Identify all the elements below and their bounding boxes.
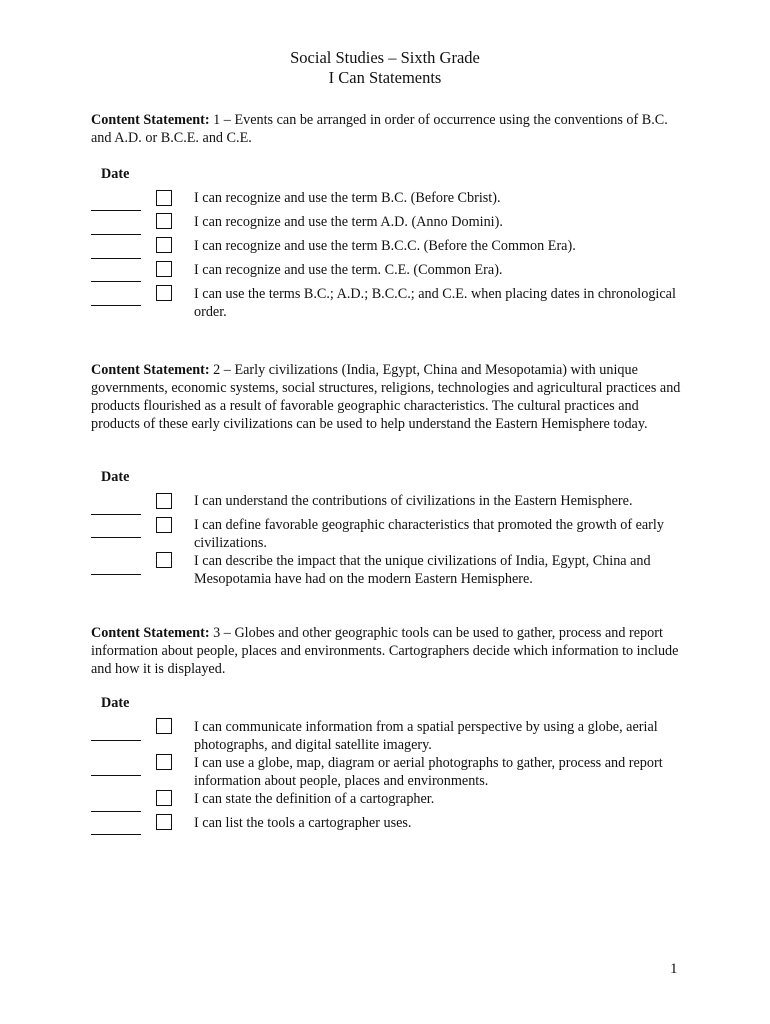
content-statement-label: Content Statement: <box>91 625 210 641</box>
i-can-item: I can state the definition of a cartographer. <box>194 791 435 807</box>
content-statement-text: 3 – Globes and other geographic tools can be used to gather, process and report information about people, places and environments. Cartographers decide which information to include and how it is displayed. <box>91 625 679 677</box>
i-can-item: I can use a globe, map, diagram or aerial photographs to gather, process and report information about people, places and environments. <box>194 755 663 789</box>
date-heading: Date <box>101 469 130 485</box>
content-statement-text: 1 – Events can be arranged in order of occurrence using the conventions of B.C. and A.D. or B.C.E. and C.E. <box>91 112 668 146</box>
i-can-item: I can define favorable geographic characteristics that promoted the growth of early civilizations. <box>194 517 664 551</box>
i-can-item: I can communicate information from a spatial perspective by using a globe, aerial photographs, and digital satellite imagery. <box>194 719 658 753</box>
date-entry-line[interactable] <box>91 740 141 741</box>
i-can-item: I can recognize and use the term B.C.C. (Before the Common Era). <box>194 238 576 254</box>
content-statement-label: Content Statement: <box>91 362 210 378</box>
date-entry-line[interactable] <box>91 258 141 259</box>
content-statement-1 <box>91 111 691 147</box>
date-entry-line[interactable] <box>91 574 141 575</box>
checkbox[interactable] <box>156 285 172 301</box>
date-entry-line[interactable] <box>91 834 141 835</box>
checkbox[interactable] <box>156 493 172 509</box>
date-entry-line[interactable] <box>91 234 141 235</box>
i-can-item: I can understand the contributions of civilizations in the Eastern Hemisphere. <box>194 493 633 509</box>
checkbox[interactable] <box>156 754 172 770</box>
date-entry-line[interactable] <box>91 210 141 211</box>
i-can-item: I can recognize and use the term. C.E. (Common Era). <box>194 262 503 278</box>
checkbox[interactable] <box>156 261 172 277</box>
page-number: 1 <box>670 961 678 977</box>
i-can-item: I can describe the impact that the unique civilizations of India, Egypt, China and Mesopotamia have had on the modern Eastern Hemisphere. <box>194 553 651 587</box>
date-entry-line[interactable] <box>91 775 141 776</box>
content-statement-2 <box>91 361 691 433</box>
date-entry-line[interactable] <box>91 537 141 538</box>
content-statement-label: Content Statement: <box>91 112 210 128</box>
date-entry-line[interactable] <box>91 514 141 515</box>
checkbox[interactable] <box>156 190 172 206</box>
page-title: Social Studies – Sixth Grade <box>290 48 480 67</box>
date-heading: Date <box>101 695 130 711</box>
date-heading: Date <box>101 166 130 182</box>
i-can-item: I can use the terms B.C.; A.D.; B.C.C.; and C.E. when placing dates in chronological order. <box>194 286 676 320</box>
i-can-item: I can recognize and use the term B.C. (Before Cbrist). <box>194 190 501 206</box>
checkbox[interactable] <box>156 814 172 830</box>
checkbox[interactable] <box>156 552 172 568</box>
date-entry-line[interactable] <box>91 811 141 812</box>
checkbox[interactable] <box>156 790 172 806</box>
page-subtitle: I Can Statements <box>328 68 442 87</box>
checkbox[interactable] <box>156 517 172 533</box>
i-can-item: I can list the tools a cartographer uses. <box>194 815 412 831</box>
date-entry-line[interactable] <box>91 281 141 282</box>
checkbox[interactable] <box>156 237 172 253</box>
date-entry-line[interactable] <box>91 305 141 306</box>
checkbox[interactable] <box>156 718 172 734</box>
content-statement-3 <box>91 624 691 678</box>
checkbox[interactable] <box>156 213 172 229</box>
content-statement-text: 2 – Early civilizations (India, Egypt, China and Mesopotamia) with unique governments, economic systems, social structures, religions, technologies and agricultural practices and products flourished as a result of favorable geographic characteristics. The cultural practices and products of these early civilizations can be used to help understand the Eastern Hemisphere today. <box>91 362 681 432</box>
i-can-item: I can recognize and use the term A.D. (Anno Domini). <box>194 214 503 230</box>
